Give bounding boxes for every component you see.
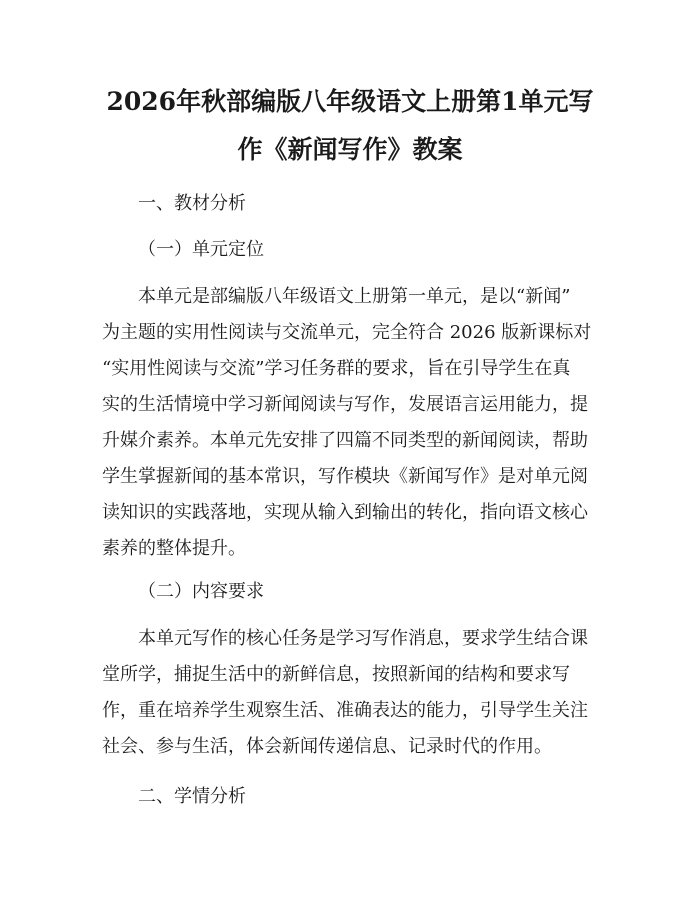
paragraph-2-line: 作，重在培养学生观察生活、准确表达的能力，引导学生关注 bbox=[102, 700, 588, 721]
paragraph-1-line: 学生掌握新闻的基本常识，写作模块《新闻写作》是对单元阅 bbox=[102, 466, 588, 487]
subsection-heading-unit-positioning: （一）单元定位 bbox=[138, 239, 264, 260]
section-heading-teaching-material-analysis: 一、教材分析 bbox=[138, 193, 246, 214]
paragraph-2-line: 本单元写作的核心任务是学习写作消息，要求学生结合课 bbox=[138, 628, 588, 649]
paragraph-1-line: 实的生活情境中学习新闻阅读与写作，发展语言运用能力，提 bbox=[102, 394, 588, 415]
paragraph-2-line: 堂所学，捕捉生活中的新鲜信息，按照新闻的结构和要求写 bbox=[102, 664, 570, 685]
section-heading-learning-situation-analysis: 二、学情分析 bbox=[138, 786, 246, 807]
paragraph-1-line: 素养的整体提升。 bbox=[102, 538, 246, 559]
paragraph-1-line: 读知识的实践落地，实现从输入到输出的转化，指向语文核心 bbox=[102, 502, 588, 523]
paragraph-1-line: “实用性阅读与交流”学习任务群的要求，旨在引导学生在真 bbox=[102, 358, 571, 379]
subsection-heading-content-requirements: （二）内容要求 bbox=[138, 581, 264, 602]
paragraph-2-line: 社会、参与生活，体会新闻传递信息、记录时代的作用。 bbox=[102, 736, 552, 757]
paragraph-1-line: 升媒介素养。本单元先安排了四篇不同类型的新闻阅读，帮助 bbox=[102, 430, 588, 451]
document-title-line-2: 作《新闻写作》教案 bbox=[237, 135, 463, 164]
document-title-line-1: 2026年秋部编版八年级语文上册第1单元写 bbox=[106, 87, 594, 116]
paragraph-1-line: 为主题的实用性阅读与交流单元，完全符合 2026 版新课标对 bbox=[102, 322, 592, 343]
paragraph-1-line: 本单元是部编版八年级语文上册第一单元，是以“新闻” bbox=[138, 286, 571, 307]
